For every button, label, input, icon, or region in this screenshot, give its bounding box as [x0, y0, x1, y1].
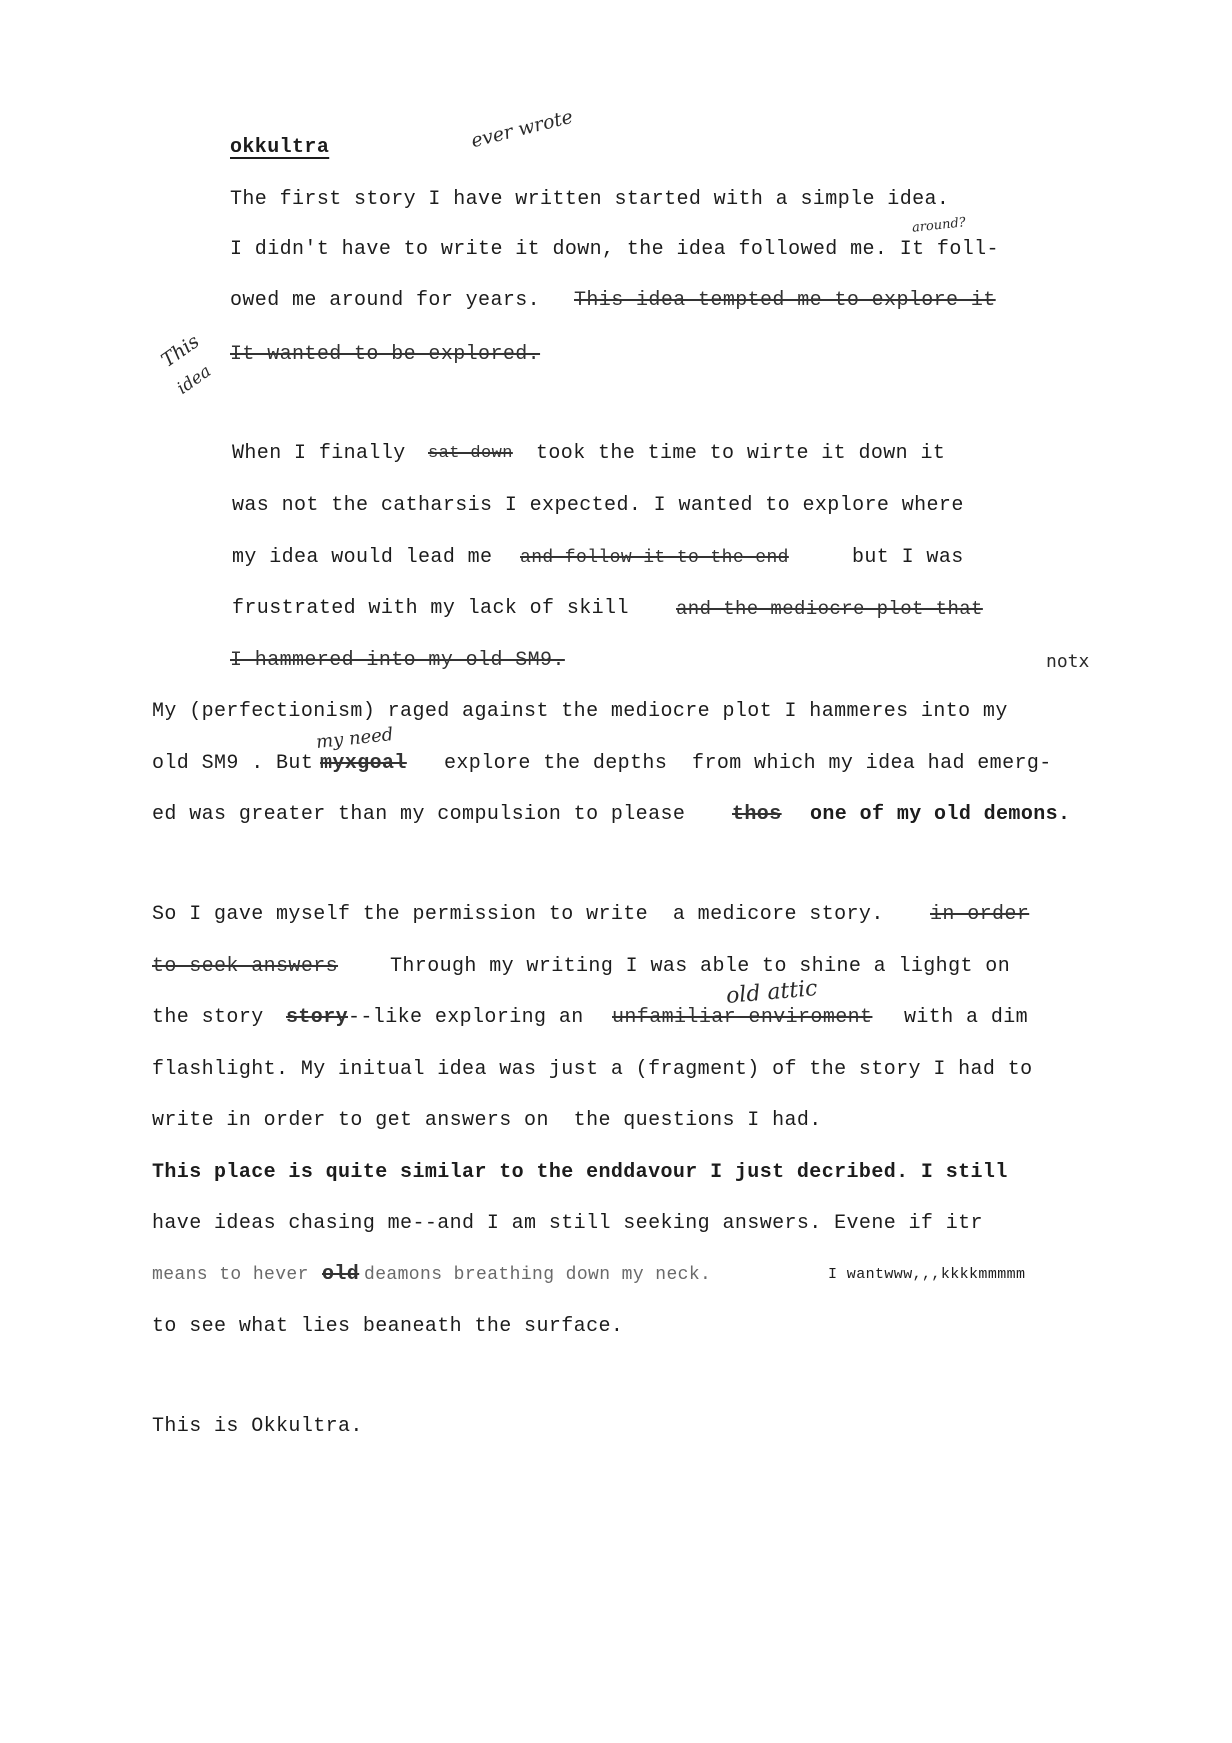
handwritten-margin-idea: idea: [173, 361, 215, 399]
p1-line-2: I didn't have to write it down, the idea followed me. It foll-: [230, 238, 999, 261]
p3-line-8c: I wantwww,,,kkkkmmmmm: [828, 1266, 1026, 1283]
p2-line-4a: frustrated with my lack of skill: [232, 597, 629, 620]
p2-line-8a: ed was greater than my compulsion to please: [152, 803, 686, 826]
p2-line-5-struck: I hammered into my old SM9.: [230, 649, 565, 672]
p1-line-4-struck: It wanted to be explored.: [230, 343, 541, 366]
p2-line-3-struck: and follow it to the end: [520, 548, 789, 568]
p3-line-1-struck: in order: [930, 903, 1030, 926]
p3-line-5: write in order to get answers on the questions I had.: [152, 1109, 822, 1132]
p3-line-8-struck: old: [322, 1263, 360, 1286]
handwritten-above-followed: around?: [911, 215, 967, 236]
p3-line-2-struck: to seek answers: [152, 955, 339, 978]
p1-line-1: The first story I have written started with a simple idea.: [230, 188, 950, 211]
p2-line-1a: When I finally: [232, 442, 406, 465]
p2-line-2: was not the catharsis I expected. I wanted to explore where: [232, 494, 964, 517]
p2-line-7a: old SM9 . But: [152, 752, 314, 775]
p2-line-3b: but I was: [852, 546, 964, 569]
handwritten-above-attic: old attic: [725, 976, 819, 1009]
document-title: okkultra: [230, 136, 330, 159]
p2-line-1-struck: sat down: [428, 444, 513, 463]
p3-line-9: to see what lies beaneath the surface.: [152, 1315, 624, 1338]
p2-line-6: My (perfectionism) raged against the mediocre plot I hammeres into my: [152, 700, 1008, 723]
p3-line-8b: deamons breathing down my neck.: [364, 1265, 712, 1285]
p1-line-3: owed me around for years.: [230, 289, 541, 312]
handwritten-margin-right: notx: [1046, 651, 1090, 672]
p2-line-3a: my idea would lead me: [232, 546, 493, 569]
p1-line-3-struck: This idea tempted me to explore it: [574, 289, 996, 312]
p2-line-8-struck: thos: [732, 803, 782, 826]
p3-line-4: flashlight. My initual idea was just a (fragment) of the story I had to: [152, 1058, 1033, 1081]
p3-line-3b: --like exploring an: [348, 1006, 584, 1029]
closing-line: This is Okkultra.: [152, 1415, 363, 1438]
p3-line-3-struck-b: unfamiliar enviroment: [612, 1006, 873, 1029]
p3-line-8a: means to hever: [152, 1265, 309, 1285]
p2-line-1b: took the time to wirte it down it: [536, 442, 946, 465]
p3-line-1a: So I gave myself the permission to write a medicore story.: [152, 903, 884, 926]
p2-line-8b: one of my old demons.: [810, 803, 1071, 826]
p3-line-3a: the story: [152, 1006, 264, 1029]
p2-line-7-struck: myxgoal: [320, 752, 407, 775]
handwritten-margin-this: This: [157, 330, 204, 372]
handwritten-top-note: ever wrote: [468, 105, 576, 153]
p3-line-3c: with a dim: [904, 1006, 1029, 1029]
p3-line-2b: Through my writing I was able to shine a lighgt on: [390, 955, 1011, 978]
p3-line-6: This place is quite similar to the enddavour I just decribed. I still: [152, 1161, 1008, 1184]
p3-line-3-struck-a: story: [286, 1006, 349, 1029]
handwritten-above-explore: my need: [315, 724, 395, 753]
p2-line-7b: explore the depths from which my idea had emerg-: [444, 752, 1052, 775]
p2-line-4-struck: and the mediocre plot that: [676, 598, 983, 620]
p3-line-7: have ideas chasing me--and I am still seeking answers. Evene if itr: [152, 1212, 983, 1235]
